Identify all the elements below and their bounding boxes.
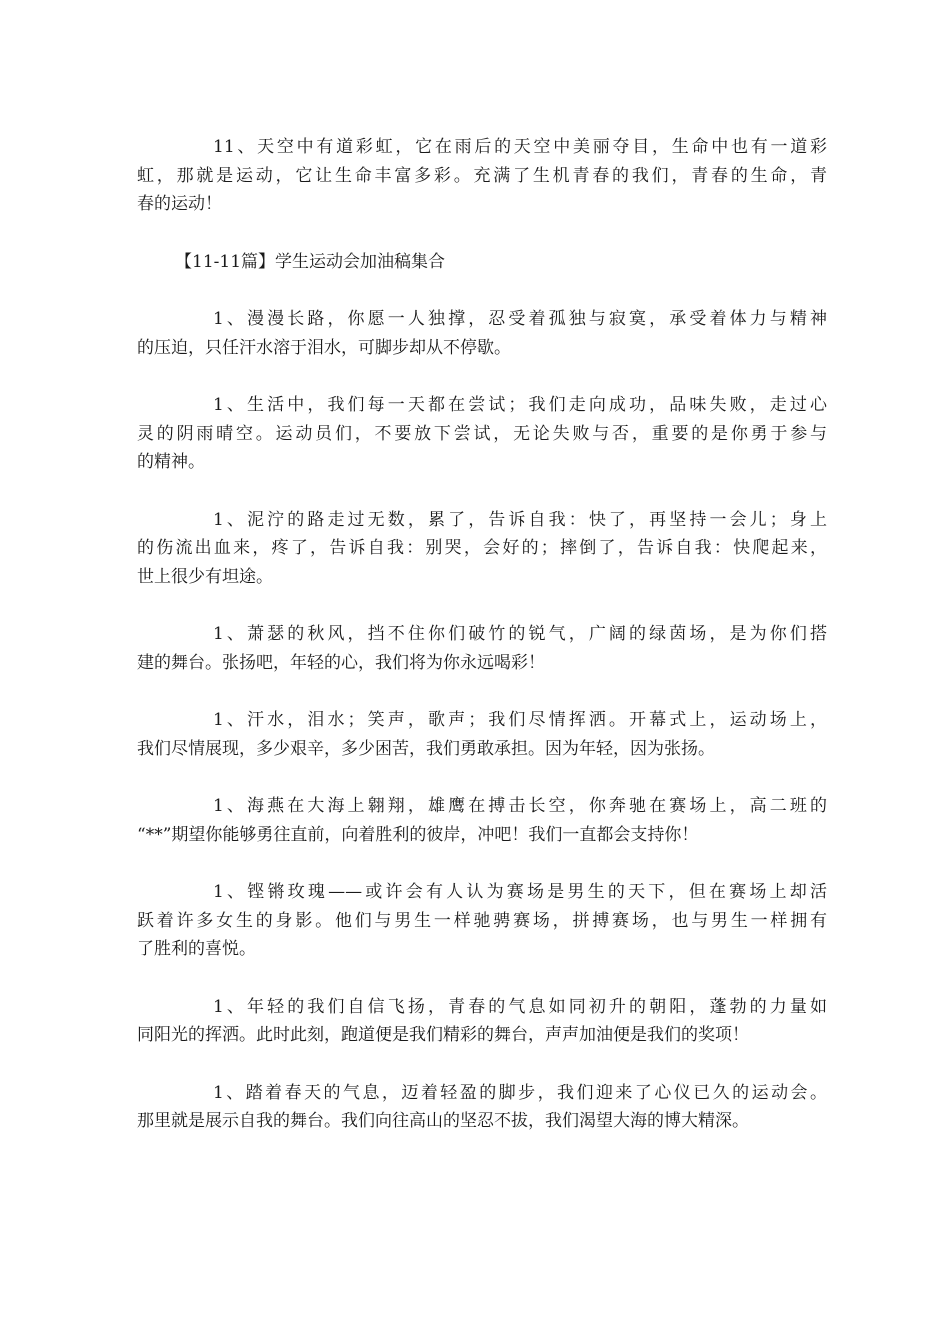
paragraph-line: 春的运动！ <box>137 194 222 214</box>
document-body <box>137 133 827 1165</box>
paragraph-line: “**”期望你能够勇往直前，向着胜利的彼岸，冲吧！我们一直都会支持你！ <box>137 824 699 845</box>
paragraph-line: 1、踏着春天的气息，迈着轻盈的脚步，我们迎来了心仪已久的运动会。 <box>213 1082 827 1103</box>
paragraph-line: 的伤流出血来，疼了，告诉自我：别哭，会好的；摔倒了，告诉自我：快爬起来， <box>137 538 827 558</box>
paragraph-line: 跃着许多女生的身影。他们与男生一样驰骋赛场，拼搏赛场，也与男生一样拥有 <box>137 910 827 931</box>
paragraph-line: 1、漫漫长路，你愿一人独撑，忍受着孤独与寂寞，承受着体力与精神 <box>213 309 827 329</box>
paragraph-line: 灵的阴雨晴空。运动员们，不要放下尝试，无论失败与否，重要的是你勇于参与 <box>137 423 827 444</box>
paragraph-line: 1、汗水，泪水；笑声，歌声；我们尽情挥洒。开幕式上，运动场上， <box>213 710 827 730</box>
paragraph-line: 世上很少有坦途。 <box>137 566 273 587</box>
paragraph-line: 1、年轻的我们自信飞扬，青春的气息如同初升的朝阳，蓬勃的力量如 <box>213 996 827 1017</box>
paragraph <box>137 706 827 763</box>
paragraph-line: 了胜利的喜悦。 <box>137 939 256 959</box>
paragraph <box>137 506 827 592</box>
paragraph-line: 1、生活中，我们每一天都在尝试；我们走向成功，品味失败，走过心 <box>213 395 827 415</box>
paragraph-line: 那里就是展示自我的舞台。我们向往高山的坚忍不拔，我们渴望大海的博大精深。 <box>137 1111 749 1131</box>
paragraph-line: 同阳光的挥洒。此时此刻，跑道便是我们精彩的舞台，声声加油便是我们的奖项！ <box>137 1025 749 1045</box>
paragraph <box>137 620 827 677</box>
paragraph-line: 建的舞台。张扬吧，年轻的心，我们将为你永远喝彩！ <box>137 652 545 673</box>
paragraph-line: 1、萧瑟的秋风，挡不住你们破竹的锐气，广阔的绿茵场，是为你们搭 <box>213 624 827 644</box>
paragraph <box>137 391 827 477</box>
paragraph <box>137 792 827 849</box>
paragraph-line: 我们尽情展现，多少艰辛，多少困苦，我们勇敢承担。因为年轻，因为张扬。 <box>137 738 715 759</box>
paragraph-line: 1、泥泞的路走过无数，累了，告诉自我：快了，再坚持一会儿；身上 <box>213 509 827 530</box>
section-heading: 【11-11篇】学生运动会加油稿集合 <box>175 251 446 272</box>
paragraph <box>137 1079 827 1136</box>
paragraph-line: 的精神。 <box>137 452 205 472</box>
paragraph-line: 1、海燕在大海上翱翔，雄鹰在搏击长空，你奔驰在赛场上，高二班的 <box>213 796 827 816</box>
paragraph <box>137 305 827 362</box>
paragraph-line: 的压迫，只任汗水溶于泪水，可脚步却从不停歇。 <box>137 337 511 358</box>
paragraph-line: 1、铿锵玫瑰——或许会有人认为赛场是男生的天下，但在赛场上却活 <box>213 882 827 902</box>
paragraph <box>137 133 827 219</box>
paragraph-line: 虹，那就是运动，它让生命丰富多彩。充满了生机青春的我们，青春的生命，青 <box>137 165 827 186</box>
paragraph <box>137 993 827 1050</box>
paragraph <box>137 878 827 964</box>
paragraph-line: 11、天空中有道彩虹，它在雨后的天空中美丽夺目，生命中也有一道彩 <box>213 137 827 157</box>
